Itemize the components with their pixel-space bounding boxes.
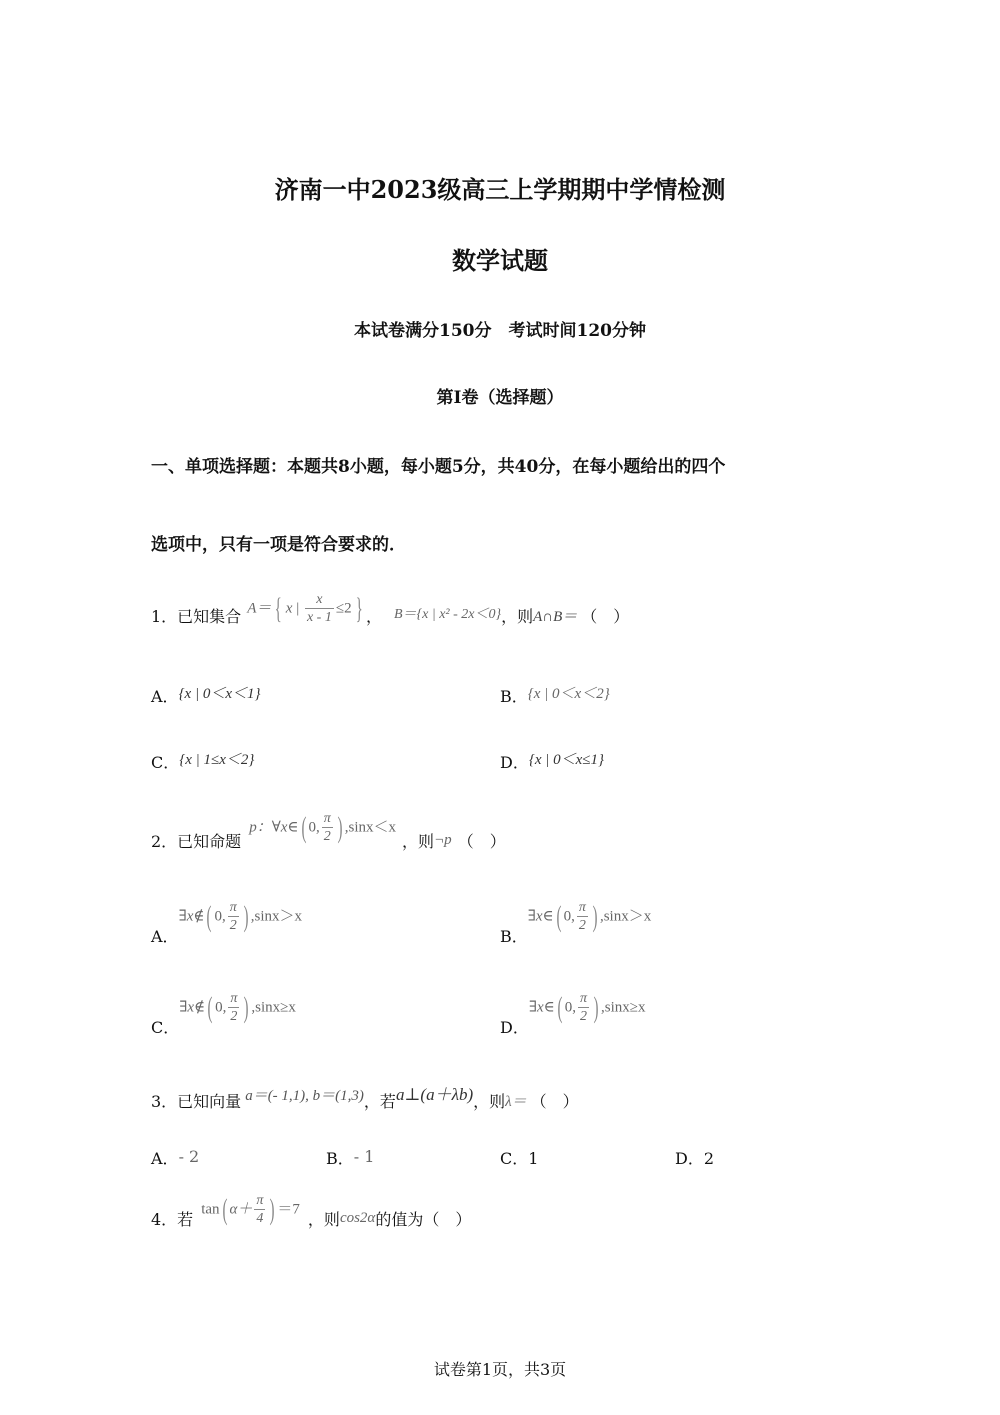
subject-title: 数学试题	[452, 246, 548, 275]
q2-blank: （ ）	[457, 831, 506, 851]
q3-option-a: A．- 2	[151, 1147, 200, 1168]
q3-option-d: D．2	[675, 1149, 715, 1168]
page-footer: 试卷第1页，共3页	[433, 1360, 567, 1379]
q2-option-d: D． ∃x∈( 0, $\frac{\pi}{2}$ ) ,sinx≥x	[500, 991, 646, 1037]
question-3: 3．已知向量 a＝(- 1,1), b＝(1,3) ，若 a⊥(a＋λb) ，则 λ＝ （ ）	[151, 1080, 579, 1120]
q3-option-b: B．- 1	[326, 1147, 375, 1168]
q1-prefix: 1．已知集合	[151, 606, 242, 626]
q2-option-b: B． ∃x∈( 0, $\frac{\pi}{2}$ ) ,sinx＞x	[500, 900, 652, 946]
q3-prefix: 3．已知向量	[151, 1091, 242, 1111]
question-1: 1．已知集合 A＝ { x | $\frac{x}{x - 1}$ ≤2 } ， B＝{x | x² - 2x＜0} ，则 A∩B＝ （ ）	[151, 592, 630, 626]
q3-vectors: a＝(- 1,1), b＝(1,3)	[245, 1087, 364, 1104]
q1-option-c: C．{x | 1≤x＜2}	[151, 752, 255, 772]
q4-expr: cos2α	[339, 1209, 376, 1226]
exam-info: 本试卷满分150分 考试时间120分钟	[354, 321, 646, 341]
q3-blank: （ ）	[530, 1091, 579, 1111]
question-4: 4．若 tan( α＋ $\frac{\pi}{4}$ ) ＝7 ，则 cos2α 的值为（ ）	[151, 1193, 472, 1229]
q3-condition: a⊥(a＋λb)	[395, 1084, 474, 1104]
q1-blank: （ ）	[581, 606, 630, 626]
q1-option-d: D．{x | 0＜x≤1}	[500, 752, 605, 772]
q3-expr: λ＝	[505, 1093, 527, 1110]
section-instructions-line2: 选项中，只有一项是符合要求的．	[151, 535, 406, 555]
q4-condition: tan( α＋ $\frac{\pi}{4}$ ) ＝7	[201, 1193, 300, 1226]
question-2: 2．已知命题 p：∀x∈( 0, $\frac{\pi}{2}$ ) ,sinx＜x ，则 ¬p （ ）	[151, 811, 506, 851]
q3-option-c: C．1	[500, 1149, 539, 1168]
q1-expr: A∩B＝	[533, 608, 578, 625]
q1-set-a: A＝ { x | $\frac{x}{x - 1}$ ≤2 }	[247, 592, 363, 625]
q2-option-a: A． ∃x∉( 0, $\frac{\pi}{2}$ ) ,sinx＞x	[151, 900, 302, 946]
q2-not-p: ¬p	[434, 831, 452, 848]
q2-proposition: p：∀x∈( 0, $\frac{\pi}{2}$ ) ,sinx＜x	[249, 811, 397, 844]
q1-option-b: B．{x | 0＜x＜2}	[500, 686, 610, 706]
q1-fraction: $\frac{x}{x - 1}$	[306, 592, 332, 625]
q2-prefix: 2．已知命题	[151, 831, 242, 851]
exam-title: 济南一中2023级高三上学期期中学情检测	[274, 175, 726, 204]
q1-option-a: A．{x | 0＜x＜1}	[151, 686, 261, 706]
q1-set-b: B＝{x | x² - 2x＜0}	[394, 607, 502, 622]
section-instructions-line1: 一、单项选择题：本题共8小题，每小题5分，共40分，在每小题给出的四个	[151, 457, 726, 477]
part-title: 第I卷（选择题）	[436, 388, 564, 408]
q4-prefix: 4．若	[151, 1209, 194, 1229]
q2-option-c: C． ∃x∉( 0, $\frac{\pi}{2}$ ) ,sinx≥x	[151, 991, 296, 1037]
